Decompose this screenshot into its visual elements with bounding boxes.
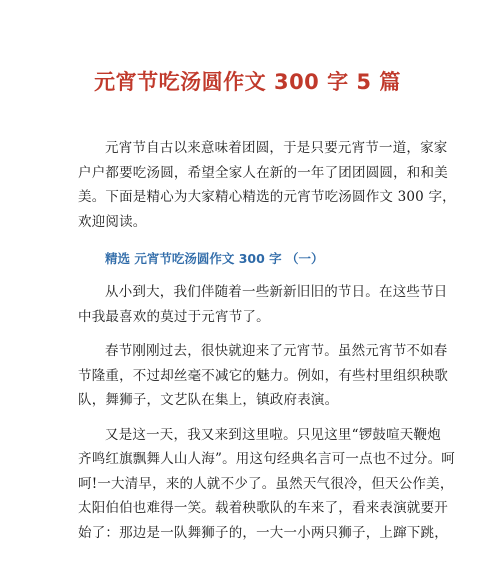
- intro-line: 欢迎阅读。: [78, 213, 147, 230]
- paragraph-line: 春节刚刚过去，很快就迎来了元宵节。虽然元宵节不如春: [105, 343, 448, 359]
- paragraph-line: 节隆重，不过却丝毫不减它的魅力。例如，有些村里组织秧歌: [78, 367, 448, 384]
- intro-line: 元宵节自古以来意味着团圆，于是只要元宵节一道，家家: [105, 140, 448, 156]
- paragraph-line: 从小到大，我们伴随着一些新新旧旧的节日。在这些节日: [105, 284, 448, 300]
- document-title: 元宵节吃汤圆作文 300 字 5 篇: [94, 70, 401, 94]
- paragraph-line: 始了：那边是一队舞狮子的，一大一小两只狮子，上蹿下跳，: [78, 524, 448, 541]
- paragraph-line: 齐鸣红旗飘舞人山人海”。用这句经典名言可一点也不过分。呵: [78, 451, 456, 467]
- paragraph-line: 中我最喜欢的莫过于元宵节了。: [78, 308, 270, 325]
- intro-line: 户户都要吃汤圆，希望全家人在新的一年了团团圆圆，和和美: [78, 164, 448, 181]
- intro-line: 美。下面是精心为大家精心精选的元宵节吃汤圆作文 300 字，: [78, 189, 456, 205]
- body-paragraph: [78, 280, 448, 329]
- paragraph-line: 太阳伯伯也难得一笑。载着秧歌队的车来了，看来表演就要开: [78, 500, 448, 516]
- intro-paragraph: [78, 136, 456, 234]
- body-paragraph: [78, 423, 456, 546]
- paragraph-line: 又是这一天，我又来到这里啦。只见这里“锣鼓喧天鞭炮: [105, 426, 441, 443]
- body-paragraph: [78, 339, 448, 413]
- paragraph-line: 呵!一大清早，来的人就不少了。虽然天气很冷，但天公作美，: [78, 475, 454, 492]
- paragraph-line: 队，舞狮子，文艺队在集上，镇政府表演。: [78, 392, 339, 408]
- section-heading: 精选 元宵节吃汤圆作文 300 字 （一）: [105, 251, 324, 266]
